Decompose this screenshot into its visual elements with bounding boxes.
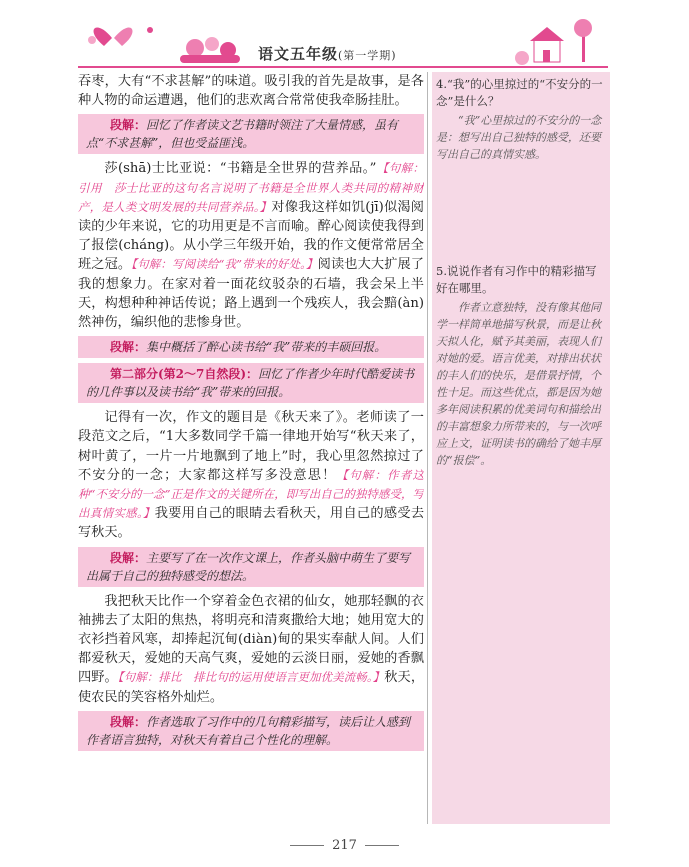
sentence-note: 【句解：引用 莎士比亚的这句名言说明了书籍是全世界人类共同的精神财产，是人类文明发展的共同营养品。】	[78, 161, 424, 214]
answer: “我”心里掠过的不安分的一念是：想写出自己独特的感受，还要写出自己的真情实感。	[436, 114, 602, 161]
header-rule	[78, 66, 608, 68]
question-column	[432, 72, 610, 824]
paragraph-annotation: 段解：主要写了在一次作文课上，作者头脑中萌生了要写出属于自己的独特感受的想法。	[78, 547, 424, 587]
dot-icon	[88, 36, 96, 44]
paragraph: 吞枣，大有“不求甚解”的味道。吸引我的首先是故事，是各种人物的命运遭遇，他们的悲欢离合常常使我牵肠挂肚。	[78, 74, 424, 109]
main-column	[78, 72, 424, 832]
butterfly-icon	[94, 28, 133, 46]
sentence-note: 【句解：写阅读给“我”带来的好处。】	[131, 257, 318, 272]
sentence-note: 【句解：排比 排比句的运用使语言更加优美流畅。】	[117, 670, 385, 685]
paragraph: 我把秋天比作一个穿着金色衣裙的仙女，她那轻飘的衣袖拂去了太阳的焦热，将明亮和清爽撒给大地；她用宽大的衣衫挡着风寒，却捧起沉甸(diàn)甸的果实奉献人间。人们都爱秋天，爱她的天高气爽，爱她的云淡日丽，爱她的香飘四野。【句解：排比 排比句的运用使语言更加优美流畅。】秋天，使农民的笑容格外灿烂。	[78, 593, 424, 705]
page-number: 217	[332, 838, 357, 853]
paragraph-annotation: 段解：集中概括了醉心读书给“我”带来的丰硕回报。	[78, 336, 424, 358]
house-icon	[530, 27, 564, 62]
question: 5.说说作者有习作中的精彩描写好在哪里。	[436, 264, 597, 295]
answer: 作者立意独特，没有像其他同学一样简单地描写秋景，而是让秋天拟人化，赋予其美丽，表现人们对她的爱。语言优美，对排出状状的丰人们的快乐，是借景抒情，个性十足。而这些优点，都是因为她多年阅读积累的优美词句和描绘出的丰富想象力所带来的，与一次呼应上文，证明读书的确给了她丰厚的“报偿”。	[436, 301, 601, 467]
page-header	[0, 0, 689, 70]
tree-icon	[574, 19, 592, 62]
flower-icon	[180, 37, 240, 63]
footer-dash	[290, 845, 324, 846]
footer-dash	[365, 845, 399, 846]
book-title: 语文五年级(第一学期)	[258, 45, 397, 63]
sentence-note: 【句解：作者这种“不安分的一念”正是作文的关键所在，即写出自己的独特感受，写出真情实感。】	[78, 467, 424, 521]
paragraph-annotation: 段解：作者选取了习作中的几句精彩描写，读后让人感到作者语言独特，对秋天有着自己个性化的理解。	[78, 711, 424, 751]
paragraph: 莎(shā)士比亚说：“书籍是全世界的营养品。”【句解：引用 莎士比亚的这句名言说明了书籍是全世界人类共同的精神财产，是人类文明发展的共同营养品。】对像我这样如饥(jī)似渴阅读的少年来说，它的功用更是不言而喻。醉心阅读使我得到了报偿(cháng)。从小学三年级开始，我的作文便常常居全班之冠。【句解：写阅读给“我”带来的好处。】阅读也大大扩展了我的想象力。在家对着一面花纹驳杂的石墙，我会呆上半天，构想种种神话传说；路上遇到一个残疾人，我会黯(àn)然神伤，编织他的悲惨身世。	[78, 161, 424, 331]
section-annotation: 第二部分(第2～7自然段)：回忆了作者少年时代酷爱读书的几件事以及读书给“我”带来的回报。	[78, 363, 424, 403]
dot-icon	[147, 27, 153, 33]
page-footer	[0, 838, 689, 853]
column-divider	[427, 72, 428, 824]
answer-space	[432, 163, 610, 259]
paragraph-annotation: 段解：回忆了作者读文艺书籍时领注了大量情感，虽有点“不求甚解”，但也受益匪浅。	[78, 114, 424, 154]
paragraph: 记得有一次，作文的题目是《秋天来了》。老师读了一段范文之后，“1大多数同学千篇一律地开始写“秋天来了，树叶黄了，一片一片地飘到了地上”时，我心里忽然掠过了不安分的一念；大家都这样写多没意思！【句解：作者这种“不安分的一念”正是作文的关键所在，即写出自己的独特感受，写出真情实感。】我要用自己的眼睛去看秋天，用自己的感受去写秋天。	[78, 410, 424, 541]
bush-icon	[515, 51, 529, 65]
question: 4.“我”的心里掠过的“不安分的一念”是什么？	[436, 77, 603, 108]
